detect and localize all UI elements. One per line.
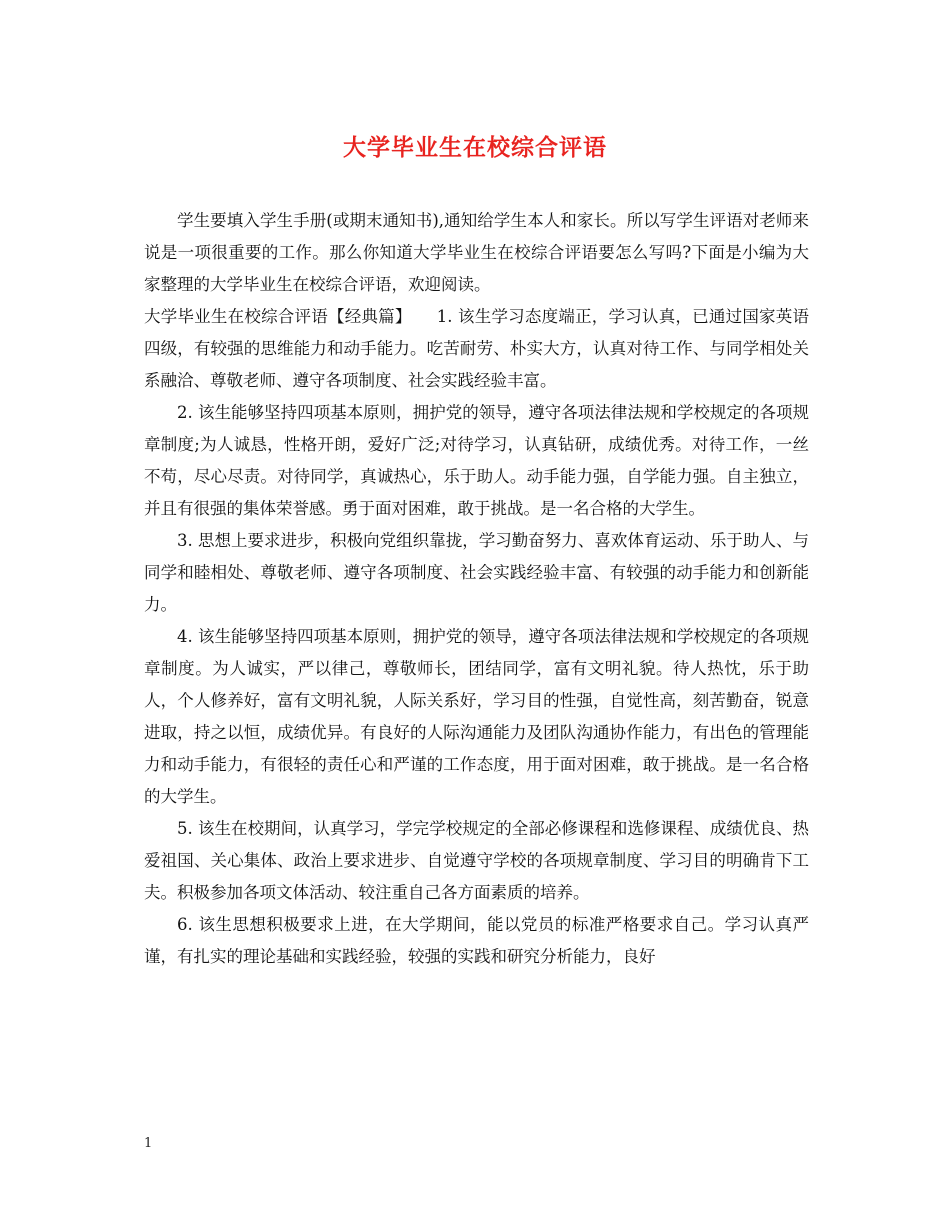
paragraph-1: 大学毕业生在校综合评语【经典篇】 1. 该生学习态度端正，学习认真，已通过国家英语四级，有较强的思维能力和动手能力。吃苦耐劳、朴实大方，认真对待工作、与同学相处关系融洽、尊敬老师、遵守各项制度、社会实践经验丰富。 (144, 307, 809, 390)
paragraph-6: 6. 该生思想积极要求上进，在大学期间，能以党员的标准严格要求自己。学习认真严谨，有扎实的理论基础和实践经验，较强的实践和研究分析能力，良好 (144, 915, 809, 966)
paragraph-5: 5. 该生在校期间，认真学习，学完学校规定的全部必修课程和选修课程、成绩优良、热爱祖国、关心集体、政治上要求进步、自觉遵守学校的各项规章制度、学习目的明确肯下工夫。积极参加各项文体活动、较注重自己各方面素质的培养。 (144, 819, 809, 902)
document-title: 大学毕业生在校综合评语 (343, 134, 607, 161)
document-body (144, 205, 809, 973)
paragraph-3: 3. 思想上要求进步，积极向党组织靠拢，学习勤奋努力、喜欢体育运动、乐于助人、与同学和睦相处、尊敬老师、遵守各项制度、社会实践经验丰富、有较强的动手能力和创新能力。 (144, 531, 809, 614)
paragraph-4: 4. 该生能够坚持四项基本原则，拥护党的领导，遵守各项法律法规和学校规定的各项规章制度。为人诚实，严以律己，尊敬师长，团结同学，富有文明礼貌。待人热忱，乐于助人，个人修养好，富有文明礼貌，人际关系好，学习目的性强，自觉性高，刻苦勤奋，锐意进取，持之以恒，成绩优异。有良好的人际沟通能力及团队沟通协作能力，有出色的管理能力和动手能力，有很轻的责任心和严谨的工作态度，用于面对困难，敢于挑战。是一名合格的大学生。 (144, 627, 809, 806)
paragraph-intro: 学生要填入学生手册(或期末通知书),通知给学生本人和家长。所以写学生评语对老师来说是一项很重要的工作。那么你知道大学毕业生在校综合评语要怎么写吗?下面是小编为大家整理的大学毕业生在校综合评语，欢迎阅读。 (144, 211, 809, 294)
page-number: 1 (144, 1136, 153, 1151)
paragraph-2: 2. 该生能够坚持四项基本原则，拥护党的领导，遵守各项法律法规和学校规定的各项规章制度;为人诚恳，性格开朗，爱好广泛;对待学习，认真钻研，成绩优秀。对待工作，一丝不苟，尽心尽责。对待同学，真诚热心，乐于助人。动手能力强，自学能力强。自主独立，并且有很强的集体荣誉感。勇于面对困难，敢于挑战。是一名合格的大学生。 (144, 403, 809, 518)
